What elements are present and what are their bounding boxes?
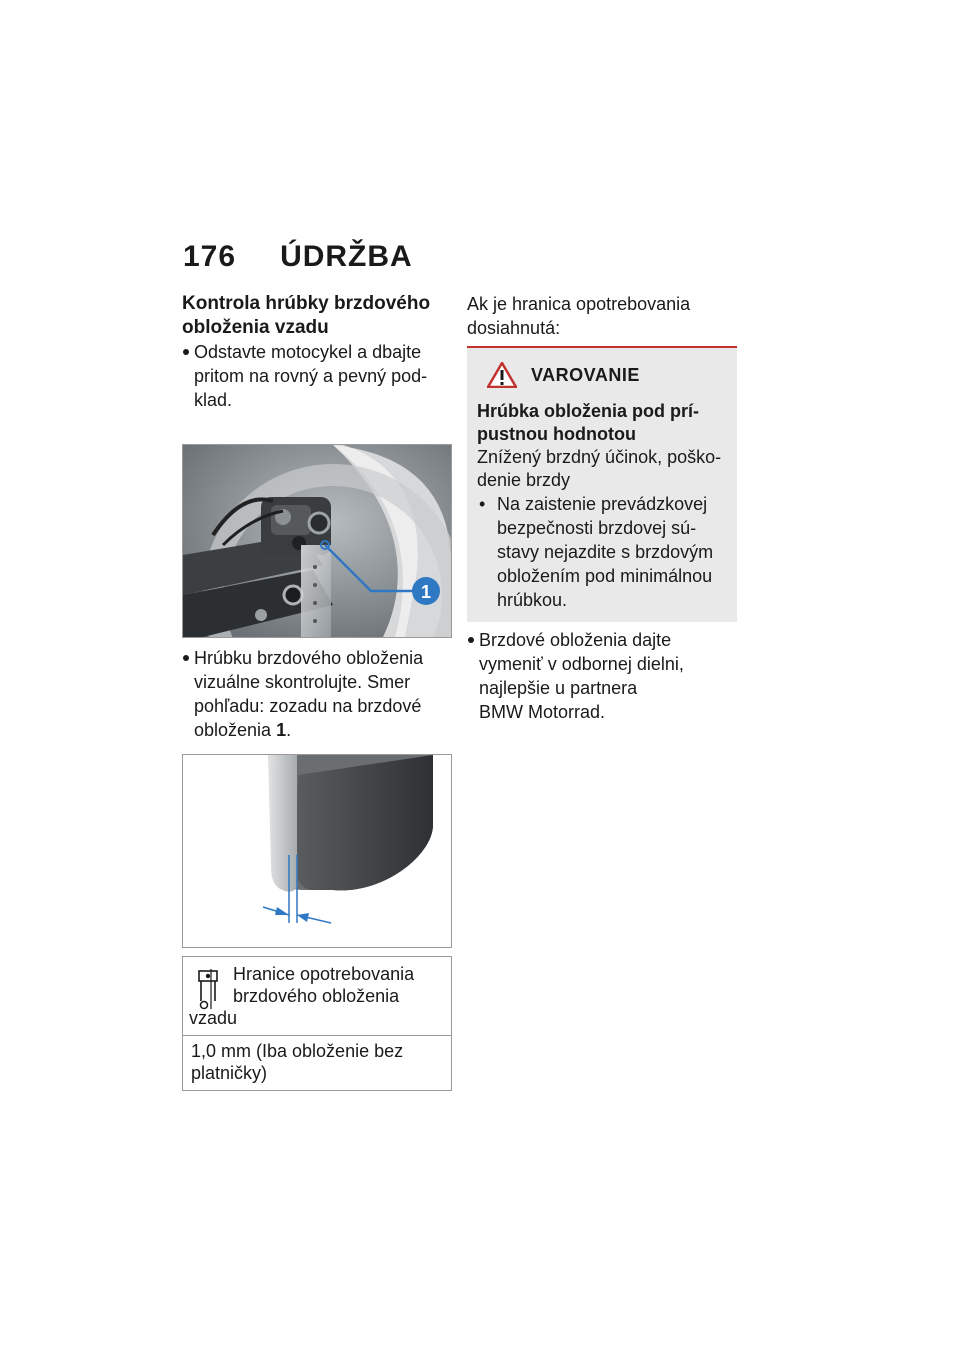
instruction-park: Odstavte motocykel a dbajte pritom na rovný a pevný pod- klad. <box>182 340 450 412</box>
brake-pad-diagram <box>182 754 452 948</box>
section-title: Kontrola hrúbky brzdového obloženia vzadu <box>182 293 431 338</box>
reference-number: 1 <box>276 720 287 740</box>
wear-limit-icon <box>197 967 219 1011</box>
page-header <box>183 240 413 280</box>
warning-box <box>467 348 737 622</box>
condition-intro: Ak je hranica opotrebovania dosiahnutá: <box>467 294 691 338</box>
chapter-title: ÚDRŽBA <box>280 240 413 273</box>
warning-triangle-icon <box>487 362 517 388</box>
instruction-inspect: Hrúbku brzdového obloženia vizuálne skontrolujte. Smer pohľadu: zozadu na brzdové obloženia 1. <box>182 646 450 742</box>
warning-consequence: Znížený brzdný účinok, poško- denie brzdy <box>477 447 722 490</box>
left-column <box>182 292 450 1091</box>
callout-label-1: 1 <box>420 582 432 602</box>
page-number: 176 <box>183 240 237 273</box>
right-column <box>467 292 737 724</box>
warning-title: VAROVANIE <box>487 362 727 388</box>
warning-heading: Hrúbka obloženia pod prí- pustnou hodnotou <box>477 401 700 444</box>
instruction-replace: Brzdové obloženia dajte vymeniť v odbornej dielni, najlepšie u partnera BMW Motorrad. <box>467 628 737 724</box>
wear-limit-spec <box>182 956 452 1091</box>
spec-label: Hranice opotrebovania brzdového obloženia vzadu <box>189 964 415 1028</box>
brake-caliper-photo <box>182 444 452 638</box>
spec-value: 1,0 mm (Iba obloženie bez platničky) <box>183 1035 451 1090</box>
warning-instruction: • Na zaistenie prevádzkovej bezpečnosti brzdovej sú- stavy nejazdite s brzdovým obložením pod minimálnou hrúbkou. <box>477 492 727 612</box>
